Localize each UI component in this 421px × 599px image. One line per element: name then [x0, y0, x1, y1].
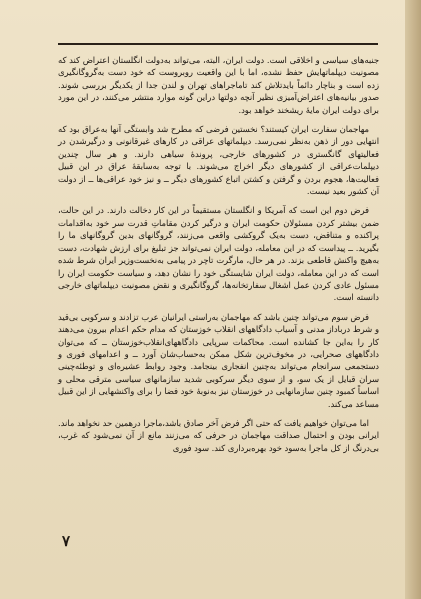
- book-spine-shadow: [405, 0, 421, 599]
- page-number: ۷: [62, 532, 71, 550]
- paragraph-2: مهاجمان سفارت ایران کیستند؟ نخستین فرضی که مطرح شد وابستگی آنها به‌عراق بود که انتهایی دور از ذهن به‌نظر نمی‌رسد. دیپلماتهای عراقی در کارهای غیرقانونی و درگیرشدن در فعالیتهای گانگستری در کشورهای خارجی، پروندهٔ سیاهی دارند. و هر سال چندین دیپلمات‌عراقی از کشورهای دیگر اخراج می‌شوند. با توجه به‌سابقهٔ عراق در این قبیل فعالیت‌ها، هجوم بردن و گرفتن و کشتن اتباع کشورهای دیگر ــ و نیز خود عراقی‌ها ــ از دولت آن کشور بعید نیست.: [58, 124, 379, 197]
- paragraph-3: فرض دوم این است که آمریکا و انگلستان مستقیماً در این کار دخالت دارند. در این حالت، ضمن بیشتر کردن مسئولان حکومت ایران و درگیر کردن مقاماتِ قدرت سر خود به‌اقدامات پراکنده و متناقض، دست به‌یک گروکشی واقعی می‌زنند، گروگانهای بدین گروگانهای ما را بگیرید. ــ پیداست که در این معامله، دولت ایران نمی‌تواند جز تبلیغ برای ارزش شهادت، دست به‌هیچ واکنش قاطعی بزند. در هر حال، مارگرت تاچر در پیامی به‌نخست‌وزیر ایران شرط شده است که در این معامله، دولت ایران شایستگی خود را نشان دهد، و سیاست حکومت ایران را مسئول عادی کردن عمل اشغال سفارتخانه‌ها، گروگانگیری و نقض مصونیت دیپلماتهای خارجی دانسته است.: [58, 205, 379, 303]
- body-text: [58, 54, 379, 461]
- header-rule: [58, 43, 378, 45]
- paragraph-1: جنبه‌های سیاسی و اخلاقی است. دولت ایران، البته، می‌تواند به‌دولت انگلستان اعتراض کند که مصونیت دیپلماتهایش حفظ نشده، اما با این واقعیت روبروست که خود دست به‌گروگانگیری زده است و بناچار دائماً بایدتلاش کند تاماجراهای تهران و لندن جدا از یکدیگر بررسی شوند. صدور بیانیه‌های اعتراض‌آمیزی نظیر آنچه دولتها دراین گونه موارد منتشر می‌کنند، در این مورد برای دولت ایران مایهٔ ریشخند خواهد بود.: [58, 55, 379, 115]
- paragraph-5: اما می‌توان خواهیم یافت که حتی اگر فرض آخر صادق باشد،ماجرا درهمین حد نخواهد ماند. ایرانی بودن و احتمال صداقت مهاجمان در حرفی که می‌زنند مانع از آن نمی‌شود که غرب، بی‌درنگ از کل ماجرا به‌سود خود بهره‌برداری کند. سود فوری: [58, 417, 379, 453]
- paragraph-4: فرض سوم می‌تواند چنین باشد که مهاجمان به‌راستی ایرانیان عرب تزادند و سرکوبی بی‌قید و شرط درباداز مدنی و آسیاب دادگاههای انقلاب خوزستان که مدام حکم اعدام بیرون می‌دهند کار را به‌این جا کشانده است. محاکمات سرپایی دادگاههای‌انقلاب‌خوزستان ــ که می‌توان دادگاههای صحرایی، در مخوف‌ترین شکل ممکن به‌حساب‌شان آورد ــ و اعدامهای فوری و دستجمعی سرانجام می‌تواند به‌چنین انفجاری بینجامد. وجود روابط عشیره‌ای و توطئه‌چینی سران قبایل از یک سو، و از سوی دیگر سرکوبی شدید سازمانهای سیاسی مترقی محلی و اساساً کمبود چنین سازمانهایی در خوزستان نیز به‌نوبهٔ خود فضا را برای واکنشهایی از این قبیل مساعد می‌کند.: [58, 311, 379, 409]
